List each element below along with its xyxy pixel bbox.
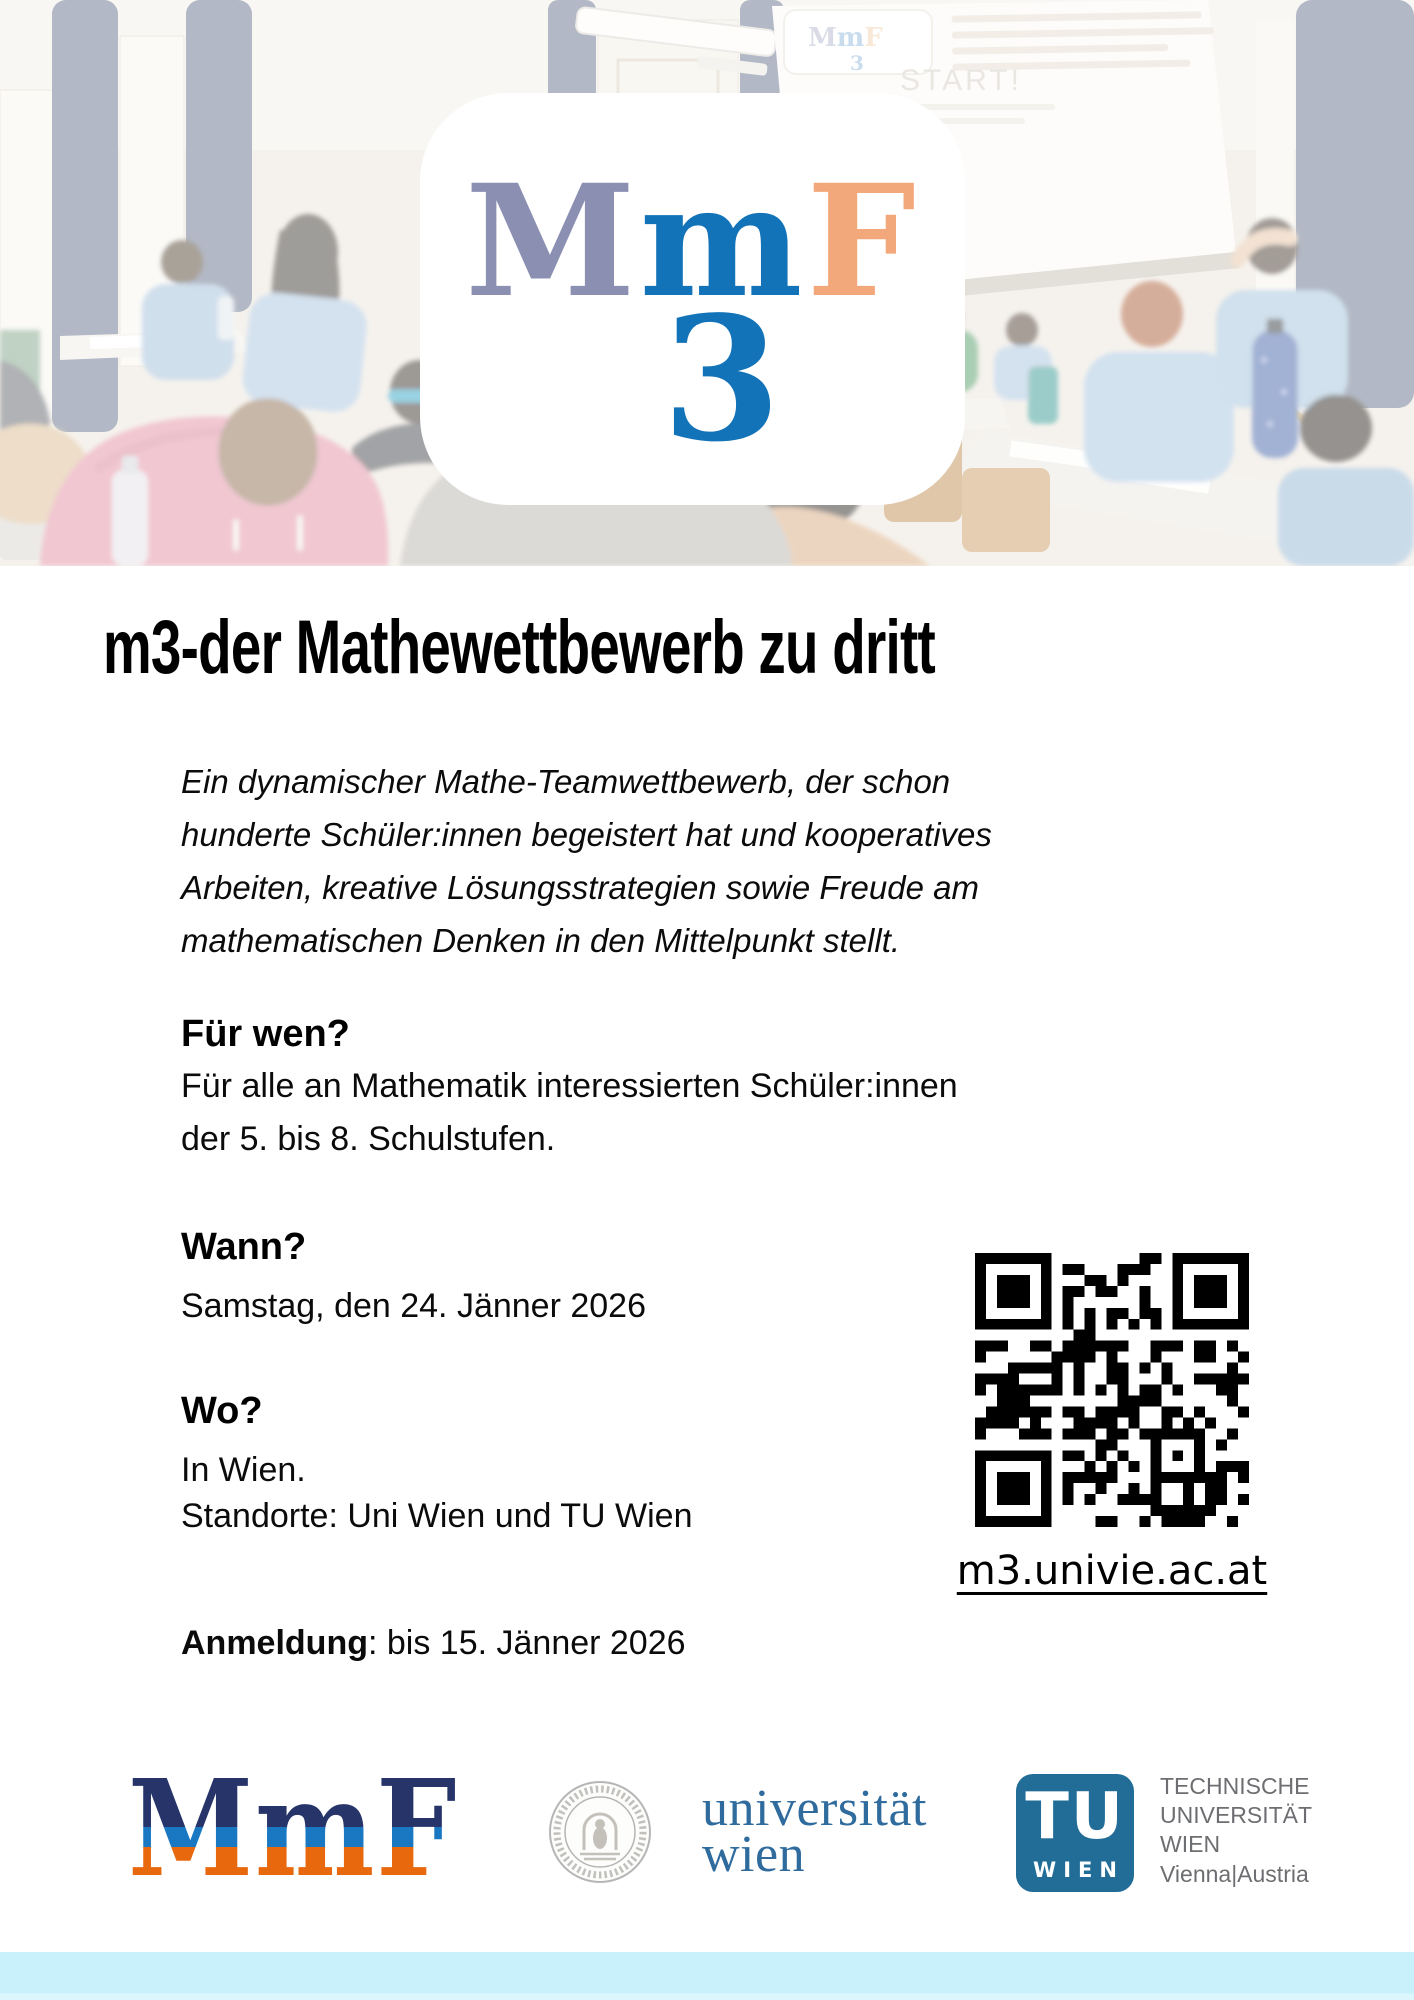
registration-line	[181, 1623, 686, 1664]
tu-text-line: TECHNISCHE	[1160, 1773, 1310, 1799]
fuer-wen-line2: der 5. bis 8. Schulstufen.	[181, 1120, 556, 1158]
logo-letter-m: m	[639, 151, 807, 332]
uni-wien-line1: universität	[702, 1780, 928, 1837]
wo-line2: Standorte: Uni Wien und TU Wien	[181, 1497, 693, 1535]
logo-letter-M: M	[465, 151, 640, 332]
intro-line: mathematischen Denken in den Mittelpunkt stellt.	[181, 922, 901, 959]
tu-letters: TU	[1025, 1780, 1125, 1854]
intro-line: Ein dynamischer Mathe-Teamwettbewerb, der schon	[181, 763, 951, 800]
tu-text-line: WIEN	[1160, 1831, 1221, 1857]
qr-code-canvas	[975, 1253, 1249, 1527]
tu-wien-word: WIEN	[1033, 1858, 1124, 1882]
footer-mmf-logo: MmF	[128, 1751, 459, 1907]
section-heading-wo: Wo?	[181, 1390, 263, 1432]
bottom-accent-bar	[0, 1952, 1414, 2000]
tu-wien-logo-box	[1016, 1774, 1134, 1892]
uni-wien-wordmark	[702, 1780, 928, 1883]
logo-letter-F: F	[806, 151, 920, 332]
intro-line: hunderte Schüler:innen begeistert hat und kooperatives	[181, 816, 992, 853]
qr-link[interactable]: m3.univie.ac.at	[956, 1548, 1268, 1594]
fuer-wen-line1: Für alle an Mathematik interessierten Schüler:innen	[181, 1067, 958, 1105]
registration-deadline: : bis 15. Jänner 2026	[367, 1624, 686, 1662]
logo-digit-3: 3	[662, 279, 781, 480]
uni-wien-seal-icon	[548, 1780, 652, 1884]
tu-text-line: UNIVERSITÄT	[1160, 1802, 1313, 1828]
tu-wien-wordmark	[1160, 1772, 1312, 1889]
mmf3-logo-card	[420, 93, 965, 505]
tu-text-line: Vienna|Austria	[1160, 1861, 1309, 1887]
intro-paragraph	[181, 755, 992, 967]
page-title: m3-der Mathewettbewerb zu dritt	[103, 605, 936, 690]
wann-line1: Samstag, den 24. Jänner 2026	[181, 1287, 646, 1325]
qr-code	[975, 1253, 1249, 1527]
registration-label: Anmeldung	[181, 1624, 368, 1662]
section-heading-fuer-wen: Für wen?	[181, 1013, 350, 1055]
section-heading-wann: Wann?	[181, 1226, 307, 1268]
uni-wien-line2: wien	[702, 1826, 806, 1883]
wo-line1: In Wien.	[181, 1451, 306, 1489]
intro-line: Arbeiten, kreative Lösungsstrategien sowie Freude am	[181, 869, 979, 906]
